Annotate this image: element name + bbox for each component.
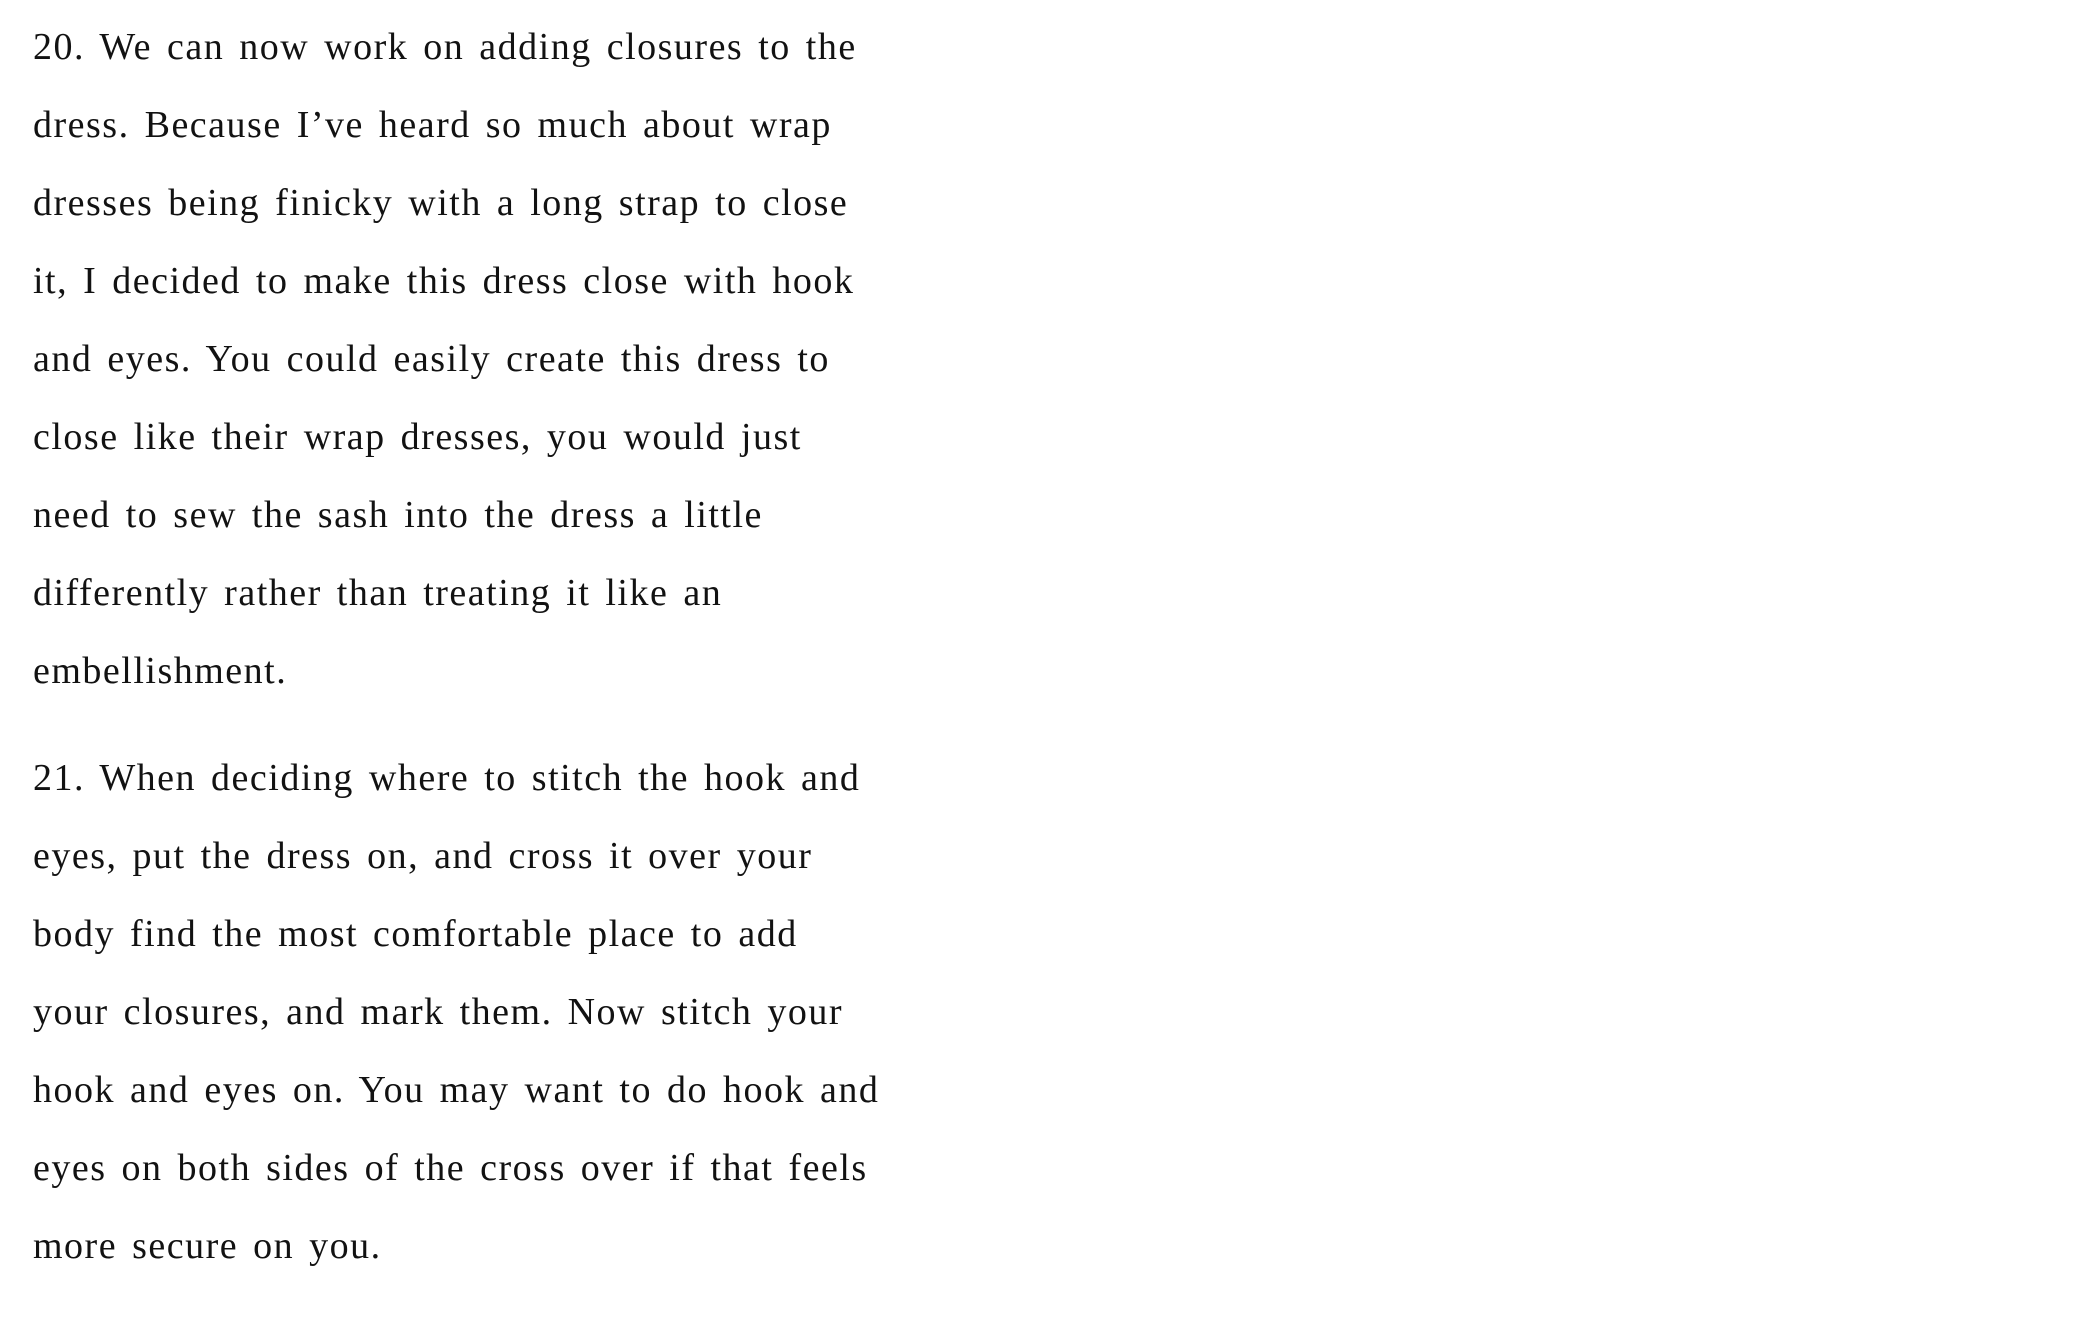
- text-line: eyes, put the dress on, and cross it over your: [33, 835, 813, 877]
- text-line: eyes on both sides of the cross over if that feels: [33, 1147, 868, 1189]
- text-line: close like their wrap dresses, you would just: [33, 416, 802, 458]
- text-line: more secure on you.: [33, 1225, 382, 1267]
- text-line: and eyes. You could easily create this dress to: [33, 338, 830, 380]
- text-line: dresses being finicky with a long strap to close: [33, 182, 849, 224]
- text-line: 21. When deciding where to stitch the hook and: [33, 757, 861, 799]
- text-line: body find the most comfortable place to add: [33, 913, 798, 955]
- paragraph-step-21: [33, 739, 1053, 1285]
- text-line: differently rather than treating it like an: [33, 572, 723, 614]
- text-line: 20. We can now work on adding closures to the: [33, 26, 857, 68]
- text-line: need to sew the sash into the dress a little: [33, 494, 763, 536]
- document-body: [0, 0, 1053, 1285]
- paragraph-step-20: [33, 8, 1053, 710]
- text-line: your closures, and mark them. Now stitch your: [33, 991, 843, 1033]
- text-line: hook and eyes on. You may want to do hook and: [33, 1069, 880, 1111]
- text-line: dress. Because I’ve heard so much about wrap: [33, 104, 832, 146]
- text-line: it, I decided to make this dress close with hook: [33, 260, 855, 302]
- text-line: embellishment.: [33, 650, 288, 692]
